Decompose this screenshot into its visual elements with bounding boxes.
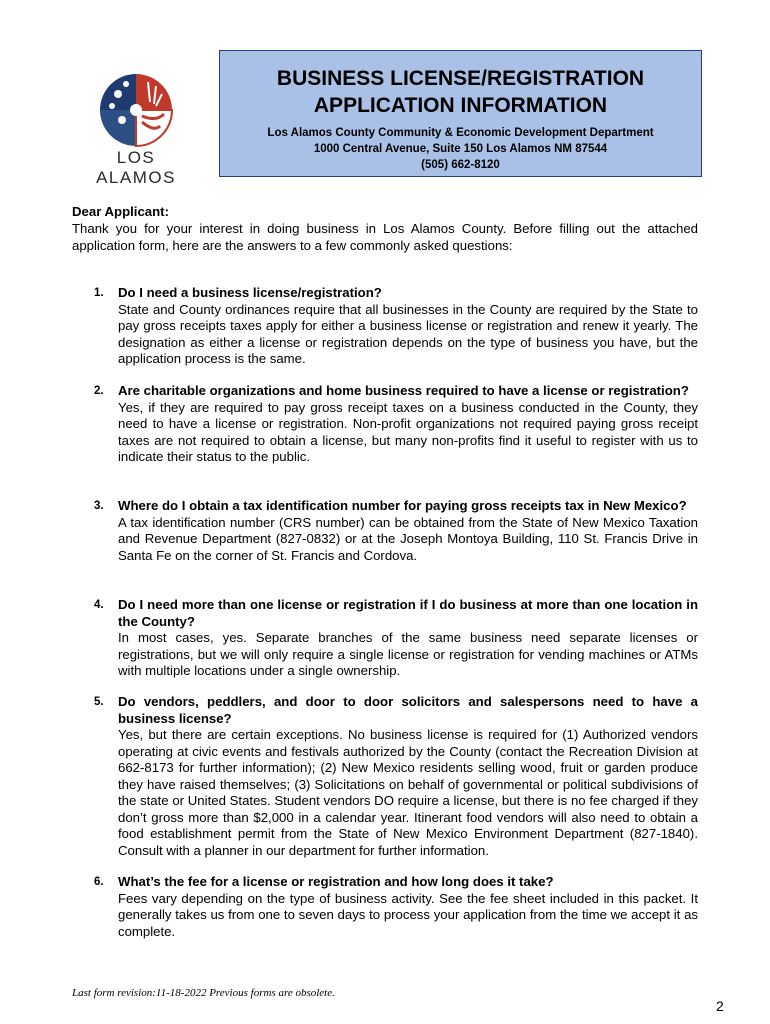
department-name: Los Alamos County Community & Economic Development Department: [267, 127, 654, 139]
intro-text: Thank you for your interest in doing business in Los Alamos County. Before filling out the attached application form, here are the answers to a few commonly asked questions:: [72, 221, 698, 253]
logo-text: LOS ALAMOS: [96, 148, 176, 187]
faq-number: 2.: [94, 385, 104, 397]
faq-item-6: [72, 874, 698, 940]
faq-answer: Yes, but there are certain exceptions. No business license is required for (1) Authorized vendors operating at civic events and festivals authorized by the County (contact the Recreation Division at 662-8173 for further information); (2) New Mexico residents selling wood, fruit or garden produce they have raised themselves; (3) Solicitations on behalf of governmental or political subdivisions of the state or United States. Student vendors DO require a license, but there is no fee charged if they don’t gross more than $2,000 in a calendar year. Itinerant food vendors will also need to obtain a food establishment permit from the State of New Mexico Environment Department (827-1840). Consult with a planner in our department for further information.: [118, 727, 698, 858]
header-contact: [220, 125, 701, 173]
department-phone: (505) 662-8120: [421, 159, 500, 171]
faq-number: 5.: [94, 696, 104, 708]
page-number: 2: [716, 998, 724, 1014]
faq-number: 1.: [94, 287, 104, 299]
department-address: 1000 Central Avenue, Suite 150 Los Alamos NM 87544: [313, 143, 608, 155]
faq-number: 6.: [94, 876, 104, 888]
faq-item-1: [72, 285, 698, 368]
greeting: Dear Applicant:: [72, 204, 169, 219]
faq-answer: A tax identification number (CRS number) can be obtained from the State of New Mexico Taxation and Revenue Department (827-0832) or at the Joseph Montoya Building, 110 St. Francis Drive in Santa Fe on the corner of St. Francis and Cordova.: [118, 514, 698, 563]
los-alamos-logo: [76, 72, 196, 187]
faq-question: Are charitable organizations and home business required to have a license or registration?: [118, 383, 689, 398]
faq-question: Do I need more than one license or registration if I do business at more than one location in the County?: [118, 597, 698, 629]
faq-item-4: [72, 597, 698, 680]
faq-question: Where do I obtain a tax identification number for paying gross receipts tax in New Mexico?: [118, 498, 687, 513]
faq-number: 4.: [94, 599, 104, 611]
header-box: [219, 50, 702, 177]
faq-item-2: [72, 383, 698, 466]
faq-question: Do I need a business license/registration?: [118, 285, 382, 300]
page-title: [220, 65, 701, 119]
los-alamos-emblem-icon: [98, 72, 174, 148]
faq-item-5: [72, 694, 698, 859]
faq-question: Do vendors, peddlers, and door to door solicitors and salespersons need to have a business license?: [118, 694, 698, 726]
faq-answer: In most cases, yes. Separate branches of the same business need separate licenses or registrations, but we will only require a single license or registration for vending machines or ATMs with multiple locations under a single ownership.: [118, 630, 698, 678]
intro: [72, 203, 698, 254]
faq-question: What’s the fee for a license or registration and how long does it take?: [118, 874, 554, 889]
faq-answer: Fees vary depending on the type of business activity. See the fee sheet included in this packet. It generally takes us from one to seven days to process your application from the time we accept it as complete.: [118, 890, 698, 939]
faq-number: 3.: [94, 500, 104, 512]
form-revision-note: Last form revision:11-18-2022 Previous forms are obsolete.: [72, 987, 335, 999]
title-line-1: BUSINESS LICENSE/REGISTRATION: [276, 67, 645, 90]
faq-answer: Yes, if they are required to pay gross receipt taxes on a business conducted in the County, they need to have a license or registration. Non-profit organizations not required paying gross receipt taxes are not required to obtain a license, but many non-profits find it useful to register with us to indicate their status to the public.: [118, 399, 698, 464]
title-line-2: APPLICATION INFORMATION: [313, 94, 608, 117]
faq-answer: State and County ordinances require that all businesses in the County are required by the State to pay gross receipts taxes apply for either a business license or registration and renew it yearly. The designation as either a license or registration depends on the type of business you have, but the application process is the same.: [118, 301, 698, 366]
faq-item-3: [72, 498, 698, 564]
